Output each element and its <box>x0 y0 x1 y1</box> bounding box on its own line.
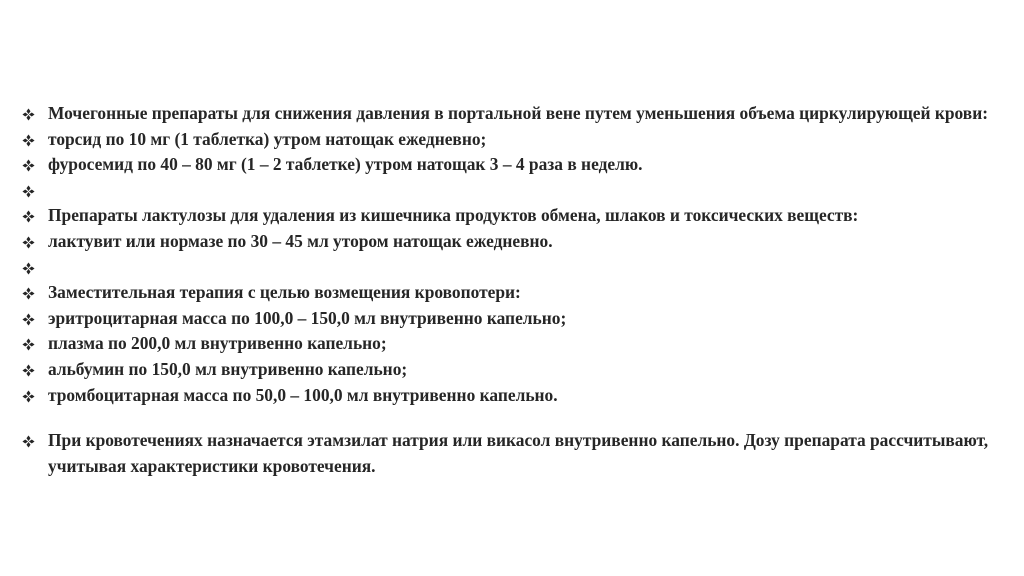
bullet-item-platelet-mass <box>22 383 997 409</box>
four-diamond-bullet-icon <box>22 236 35 249</box>
bullet-text: лактувит или нормазе по 30 – 45 мл утором натощак ежедневно. <box>48 230 553 251</box>
slide-content <box>22 101 997 479</box>
four-diamond-bullet-icon <box>22 313 35 326</box>
bullet-text: торсид по 10 мг (1 таблетка) утром натощак ежедневно; <box>48 128 487 149</box>
four-diamond-bullet-icon <box>22 159 35 172</box>
bullet-text: фуросемид по 40 – 80 мг (1 – 2 таблетке) утром натощак 3 – 4 раза в неделю. <box>48 154 643 175</box>
four-diamond-bullet-icon <box>22 435 35 448</box>
bullet-text: тромбоцитарная масса по 50,0 – 100,0 мл внутривенно капельно. <box>48 384 558 405</box>
bullet-item-bleeding <box>22 428 997 479</box>
bullet-item-empty <box>22 178 997 204</box>
four-diamond-bullet-icon <box>22 338 35 351</box>
bullet-text: При кровотечениях назначается этамзилат натрия или викасол внутривенно капельно. Дозу препарата рассчитывают, учитывая характеристики кровотечения. <box>48 430 989 476</box>
bullet-item-lactuvit <box>22 229 997 255</box>
bullet-item-torsid <box>22 127 997 153</box>
bullet-text: Препараты лактулозы для удаления из кишечника продуктов обмена, шлаков и токсических веществ: <box>48 205 859 226</box>
bullet-item-replacement-therapy <box>22 280 997 306</box>
bullet-text: Заместительная терапия с целью возмещения кровопотери: <box>48 282 521 303</box>
bullet-item-lactulose <box>22 203 997 229</box>
four-diamond-bullet-icon <box>22 210 35 223</box>
four-diamond-bullet-icon <box>22 390 35 403</box>
four-diamond-bullet-icon <box>22 108 35 121</box>
bullet-text: плазма по 200,0 мл внутривенно капельно; <box>48 333 387 354</box>
four-diamond-bullet-icon <box>22 364 35 377</box>
bullet-item-diuretics <box>22 101 997 127</box>
four-diamond-bullet-icon <box>22 134 35 147</box>
four-diamond-bullet-icon <box>22 185 35 198</box>
bullet-item-albumin <box>22 357 997 383</box>
bullet-item-plasma <box>22 331 997 357</box>
four-diamond-bullet-icon <box>22 287 35 300</box>
bullet-item-erythrocyte-mass <box>22 306 997 332</box>
bullet-text: альбумин по 150,0 мл внутривенно капельно; <box>48 358 408 379</box>
four-diamond-bullet-icon <box>22 262 35 275</box>
bullet-item-furosemide <box>22 152 997 178</box>
bullet-text: Мочегонные препараты для снижения давления в портальной вене путем уменьшения объема циркулирующей крови: <box>48 103 989 123</box>
bullet-text: эритроцитарная масса по 100,0 – 150,0 мл внутривенно капельно; <box>48 307 567 328</box>
bullet-item-empty <box>22 255 997 281</box>
